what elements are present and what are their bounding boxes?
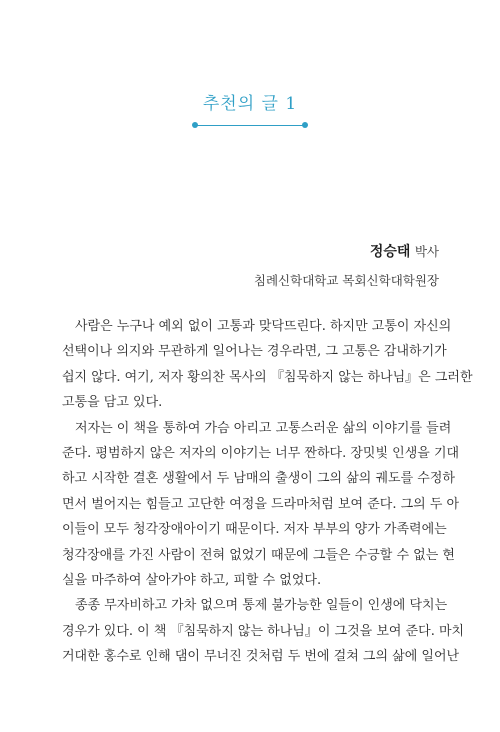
author-name: 정승태 (369, 244, 411, 260)
heading-underline (192, 122, 308, 129)
underline-line (195, 125, 305, 126)
paragraph-3 (62, 593, 465, 669)
text-line: 준다. 평범하지 않은 저자의 이야기는 너무 짠하다. 장밋빛 인생을 기대 (62, 446, 460, 462)
text-line: 쉽지 않다. 여기, 저자 황의찬 목사의 『침묵하지 않는 하나님』은 그러한 (62, 369, 473, 385)
text-line: 선택이나 의지와 무관하게 일어나는 경우라면, 그 고통은 감내하기가 (62, 344, 447, 360)
heading-block (0, 92, 500, 129)
text-line: 면서 벌어지는 힘들고 고단한 여정을 드라마처럼 보여 준다. 그의 두 아 (62, 496, 460, 512)
author-line (370, 242, 439, 262)
text-line: 고통을 담고 있다. (62, 395, 163, 411)
text-line: 종종 무자비하고 가차 없으며 통제 불가능한 일들이 인생에 닥치는 (75, 598, 448, 614)
text-line: 이들이 모두 청각장애아이기 때문이다. 저자 부부의 양가 가족력에는 (62, 522, 447, 538)
author-affiliation: 침례신학대학교 목회신학대학원장 (253, 273, 439, 288)
paragraph-1 (62, 314, 473, 416)
text-line: 경우가 있다. 이 책 『침묵하지 않는 하나님』이 그것을 보여 준다. 마치 (62, 623, 465, 639)
paragraph-2 (62, 416, 460, 594)
text-line: 하고 시작한 결혼 생활에서 두 남매의 출생이 그의 삶의 궤도를 수정하 (62, 471, 455, 487)
text-line: 청각장애를 가진 사람이 전혀 없었기 때문에 그들은 수긍할 수 없는 현 (62, 547, 455, 563)
text-line: 거대한 홍수로 인해 댐이 무너진 것처럼 두 번에 걸쳐 그의 삶에 일어난 (62, 649, 460, 665)
author-title: 박사 (414, 244, 439, 259)
body-text (62, 314, 473, 670)
text-line: 실을 마주하여 살아가야 하고, 피할 수 없었다. (62, 573, 322, 589)
page-heading: 추천의 글 1 (202, 94, 298, 114)
text-line: 사람은 누구나 예외 없이 고통과 맞닥뜨린다. 하지만 고통이 자신의 (75, 319, 452, 334)
text-line: 저자는 이 책을 통하여 가슴 아리고 고통스러운 삶의 이야기를 들려 (75, 420, 452, 436)
underline-dot-right (302, 122, 308, 128)
